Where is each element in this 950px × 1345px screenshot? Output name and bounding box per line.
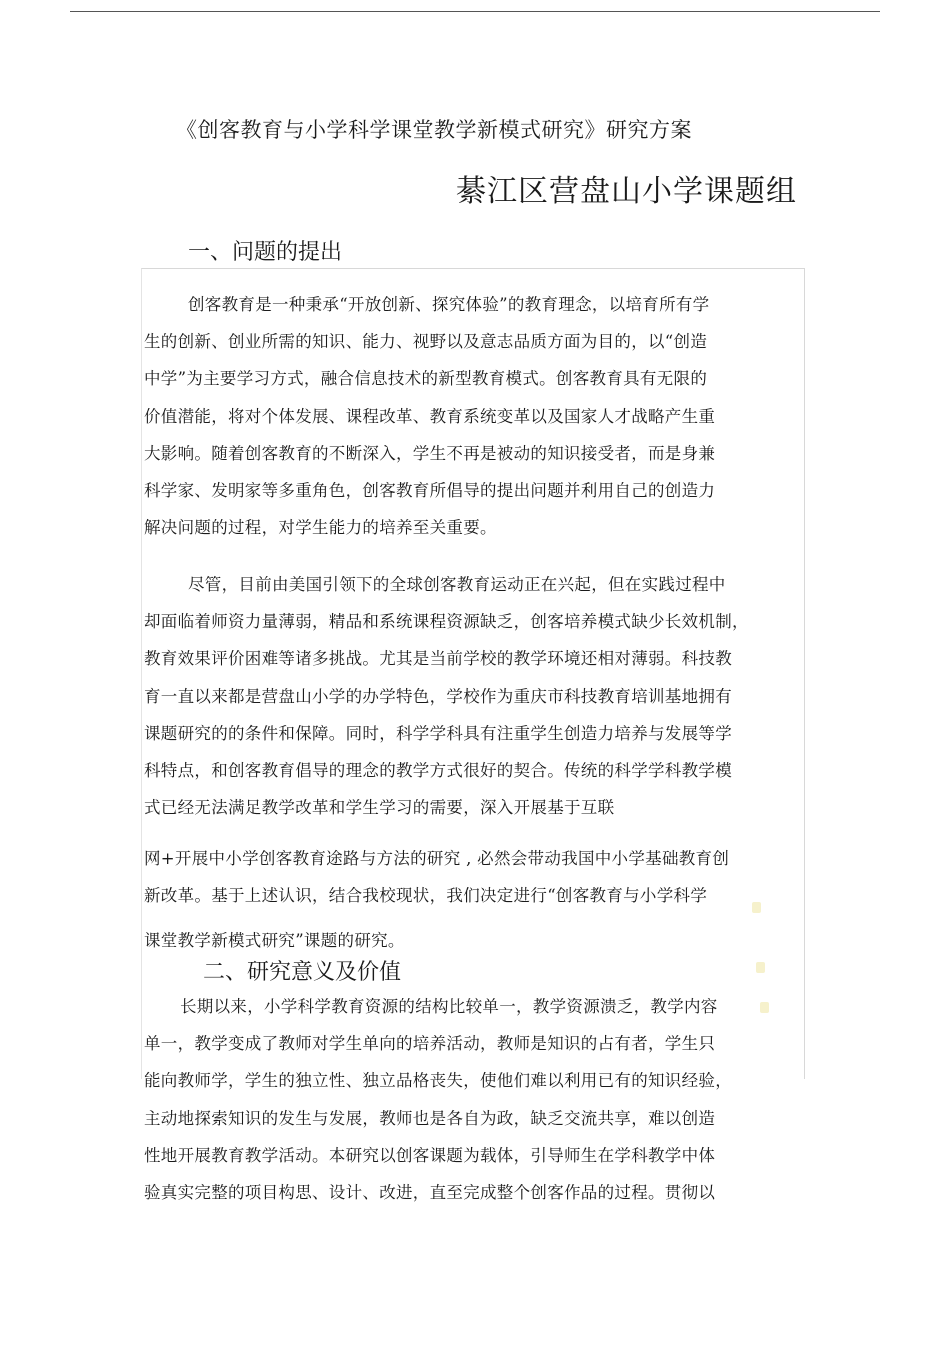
top-rule — [70, 11, 880, 12]
text-line: 单一，教学变成了教师对学生单向的培养活动，教师是知识的占有者，学生只 — [144, 1034, 716, 1054]
document-title: 《创客教育与小学科学课堂教学新模式研究》研究方案 — [176, 118, 692, 142]
text-line: 解决问题的过程，对学生能力的培养至关重要。 — [144, 518, 497, 538]
section-1-paragraph-3 — [144, 840, 774, 960]
text-line: 课题研究的的条件和保障。同时，科学学科具有注重学生创造力培养与发展等学 — [144, 723, 732, 743]
section-2-heading: 二、研究意义及价值 — [203, 960, 402, 985]
text-line: 网+开展中小学创客教育途路与方法的研究 , 必然会带动我国中小学基础教育创 — [144, 849, 730, 868]
text-line: 性地开展教育教学活动。本研究以创客课题为载体，引导师生在学科教学中体 — [144, 1145, 716, 1165]
text-line: 长期以来，小学科学教育资源的结构比较单一，教学资源溃乏，教学内容 — [180, 997, 718, 1016]
section-2-paragraph-1 — [144, 988, 774, 1211]
text-line: 科特点，和创客教育倡导的理念的教学方式很好的契合。传统的科学学科教学模 — [144, 761, 732, 781]
text-line: 验真实完整的项目构思、设计、改进，直至完成整个创客作品的过程。贯彻以 — [144, 1183, 716, 1203]
text-line: 价值潜能，将对个体发展、课程改革、教育系统变革以及国家人才战略产生重 — [144, 406, 716, 426]
text-line: 创客教育是一种秉承“开放创新、探究体验”的教育理念，以培育所有学 — [188, 295, 710, 314]
text-line: 教育效果评价困难等诸多挑战。尤其是当前学校的教学环境还相对薄弱。科技教 — [144, 649, 732, 669]
scan-speck — [756, 962, 765, 973]
text-line: 新改革。基于上述认识，结合我校现状，我们决定进行“创客教育与小学科学 — [144, 886, 708, 906]
section-1-paragraph-1 — [144, 286, 774, 546]
text-line: 式已经无法满足教学改革和学生学习的需要，深入开展基于互联 — [144, 798, 615, 818]
section-1-heading: 一、问题的提出 — [188, 240, 343, 265]
text-line: 尽管，目前由美国引领下的全球创客教育运动正在兴起，但在实践过程中 — [188, 575, 726, 594]
text-line: 主动地探索知识的发生与发展，教师也是各自为政，缺乏交流共享，难以创造 — [144, 1108, 716, 1128]
scan-speck — [752, 902, 761, 913]
section-1-paragraph-2 — [144, 566, 774, 826]
text-line: 生的创新、创业所需的知识、能力、视野以及意志品质方面为目的，以“创造 — [144, 332, 708, 352]
text-line: 中学”为主要学习方式，融合信息技术的新型教育模式。创客教育具有无限的 — [144, 369, 708, 389]
text-line: 育一直以来都是营盘山小学的办学特色，学校作为重庆市科技教育培训基地拥有 — [144, 686, 732, 706]
text-line: 课堂教学新模式研究”课题的研究。 — [144, 931, 405, 951]
document-subtitle: 綦江区营盘山小学课题组 — [456, 174, 797, 209]
scan-speck — [760, 1002, 769, 1013]
text-line: 大影响。随着创客教育的不断深入，学生不再是被动的知识接受者，而是身兼 — [144, 443, 716, 463]
text-line: 科学家、发明家等多重角色，创客教育所倡导的提出问题并利用自己的创造力 — [144, 481, 716, 501]
text-line: 能向教师学，学生的独立性、独立品格丧失，使他们难以利用已有的知识经验， — [144, 1071, 732, 1091]
text-line: 却面临着师资力量薄弱，精品和系统课程资源缺乏，创客培养模式缺少长效机制， — [144, 612, 749, 632]
